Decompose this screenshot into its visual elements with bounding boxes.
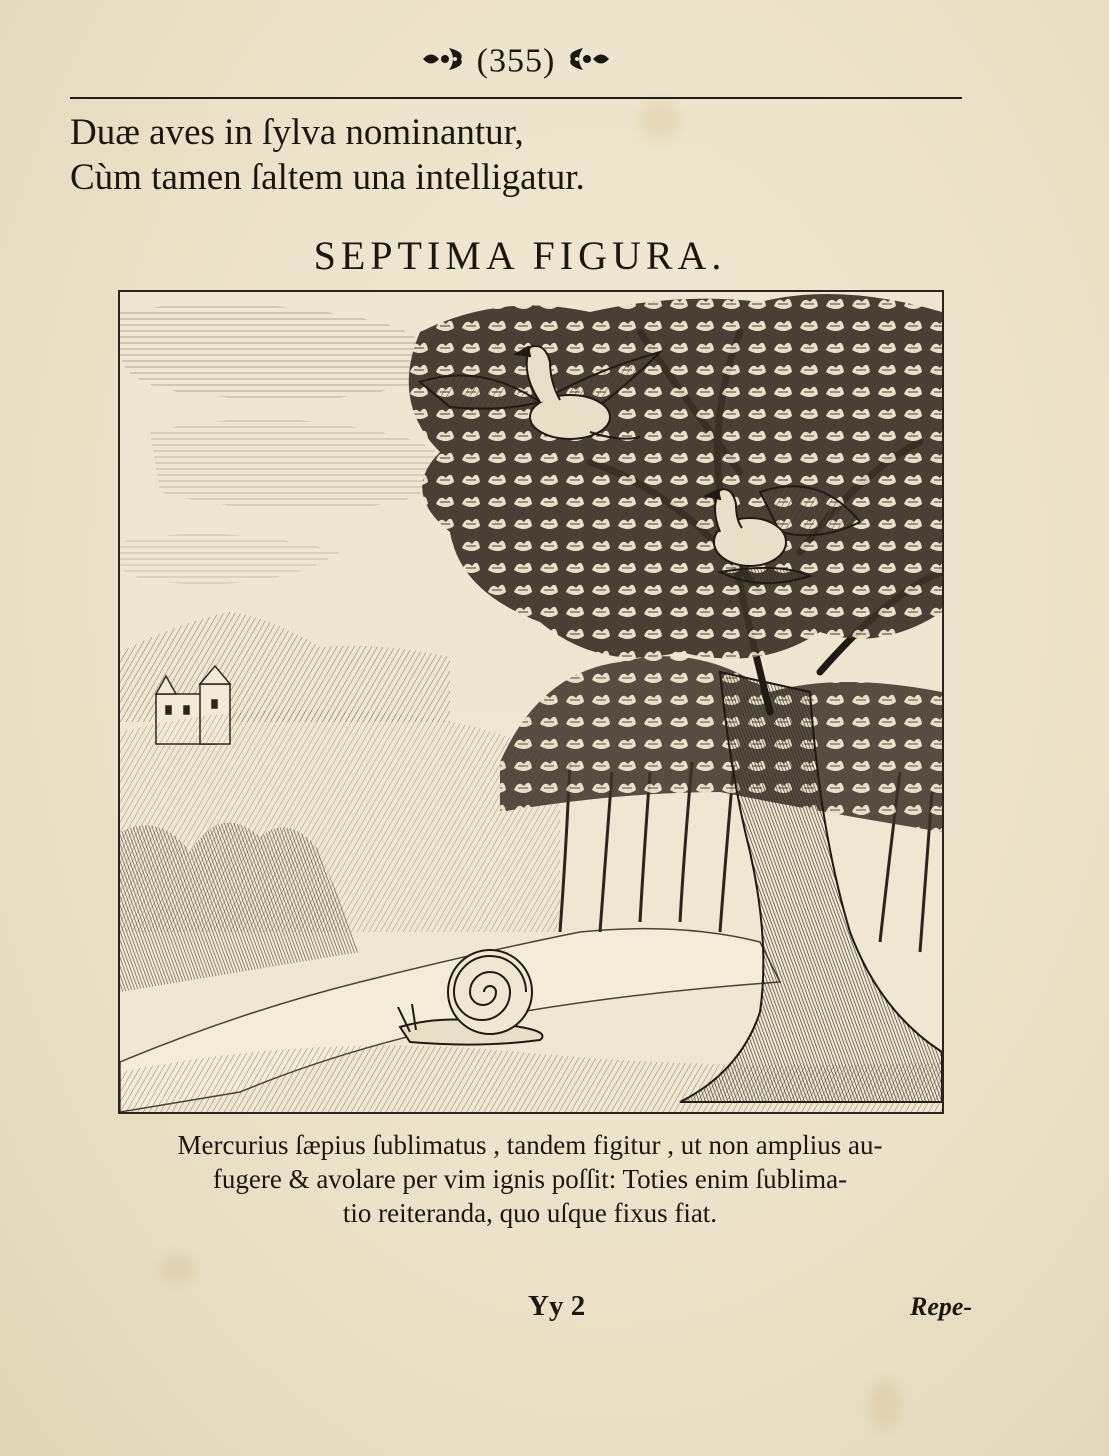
- paper-stain: [640, 100, 680, 140]
- header-rule: [70, 97, 962, 99]
- page-number-line: [70, 42, 962, 85]
- catchword: Repe-: [910, 1292, 973, 1321]
- caption-line: fugere & avolare per vim ignis poſſit: Toties enim ſublima-: [212, 1164, 848, 1194]
- engraving-illustration: [118, 290, 944, 1114]
- caption-line: Mercurius ſæpius ſublimatus , tandem figitur , ut non amplius au-: [177, 1130, 883, 1160]
- caption-line: tio reiteranda, quo uſque fixus fiat.: [342, 1198, 718, 1228]
- running-header: [70, 36, 962, 106]
- verse-line: Cùm tamen ſaltem una intelligatur.: [70, 157, 585, 198]
- page-number: (355): [476, 42, 556, 80]
- fleuron-left-icon: [421, 42, 467, 85]
- figure-title: SEPTIMA FIGURA.: [313, 233, 727, 278]
- verse-line: Duæ aves in ſylva nominantur,: [70, 112, 524, 153]
- fleuron-right-icon: [565, 42, 611, 85]
- signature-mark: Yy 2: [528, 1290, 586, 1322]
- paper-stain: [870, 1380, 900, 1430]
- paper-stain: [160, 1255, 194, 1283]
- figure-caption: [60, 1128, 1000, 1230]
- verse: [70, 110, 585, 200]
